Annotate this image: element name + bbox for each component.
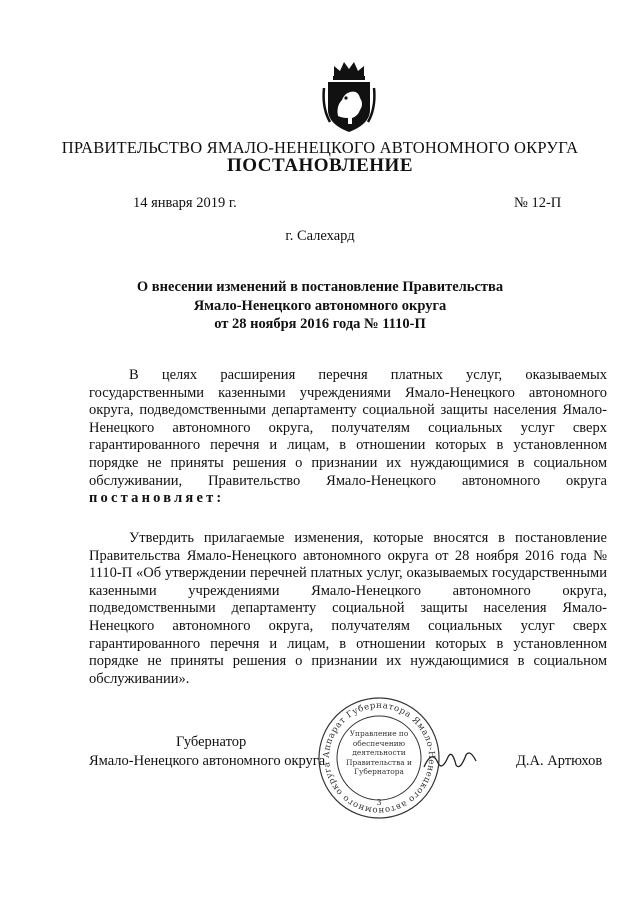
document-number: № 12-П	[514, 195, 562, 211]
signatory-name: Д.А. Артюхов	[516, 753, 603, 769]
stamp-ring-text: Аппарат Губернатора Ямало-Ненецкого автономного округа	[321, 700, 437, 816]
coat-of-arms-emblem-icon	[322, 58, 376, 134]
subject-line-2: Ямало-Ненецкого автономного округа	[193, 297, 447, 314]
official-stamp	[316, 695, 442, 821]
decree-keyword: постановляет:	[89, 490, 225, 507]
document-subject	[0, 278, 640, 334]
subject-line-1: О внесении изменений в постановление Правительства	[136, 279, 504, 295]
resolution-text: Утвердить прилагаемые изменения, которые вносятся в постановление Правительства Ямало-Ненецкого автономного округа от 28 ноября 2016 года № 1110-П «Об утверждении перечней платных услуг, оказываемых государственными казенными учреждениями Ямало-Ненецкого автономного округа, подведомственными департаменту социальной защиты населения Ямало-Ненецкого автономного округа, получателям социальных услуг сверх гарантированного перечня и лицам, в отношении которых в установленном порядке не приняты решения о признании их нуждающимися в социальном обслуживании».	[89, 530, 607, 687]
body-paragraph-resolution	[89, 530, 607, 688]
document-kind-heading: ПОСТАНОВЛЕНИЕ	[226, 155, 414, 176]
document-city: г. Салехард	[285, 228, 355, 244]
preamble-text: В целях расширения перечня платных услуг, оказываемых государственными казенными учреждениями Ямало-Ненецкого автономного округа, подведомственными департаменту социальной защиты населения Ямало-Ненецкого автономного округа, получателям социальных услуг сверх гарантированного перечня и лицам, в отношении которых в установленном порядке не приняты решения о признании их нуждающимися в социальном обслуживании, Правительство Ямало-Ненецкого автономного округа	[89, 367, 607, 489]
signatory-position-line-2: Ямало-Ненецкого автономного округа	[89, 753, 326, 769]
government-title: ПРАВИТЕЛЬСТВО ЯМАЛО-НЕНЕЦКОГО АВТОНОМНОГО ОКРУГА	[61, 138, 579, 157]
signatory-position-line-1: Губернатор	[176, 734, 247, 750]
document-date: 14 января 2019 г.	[133, 195, 237, 211]
stamp-number: 3	[376, 798, 382, 807]
body-paragraph-preamble	[89, 367, 607, 508]
subject-line-3: от 28 ноября 2016 года № 1110-П	[214, 316, 426, 332]
stamp-inner-text: Управление по обеспечению деятельности Правительства и Губернатора	[346, 729, 412, 777]
